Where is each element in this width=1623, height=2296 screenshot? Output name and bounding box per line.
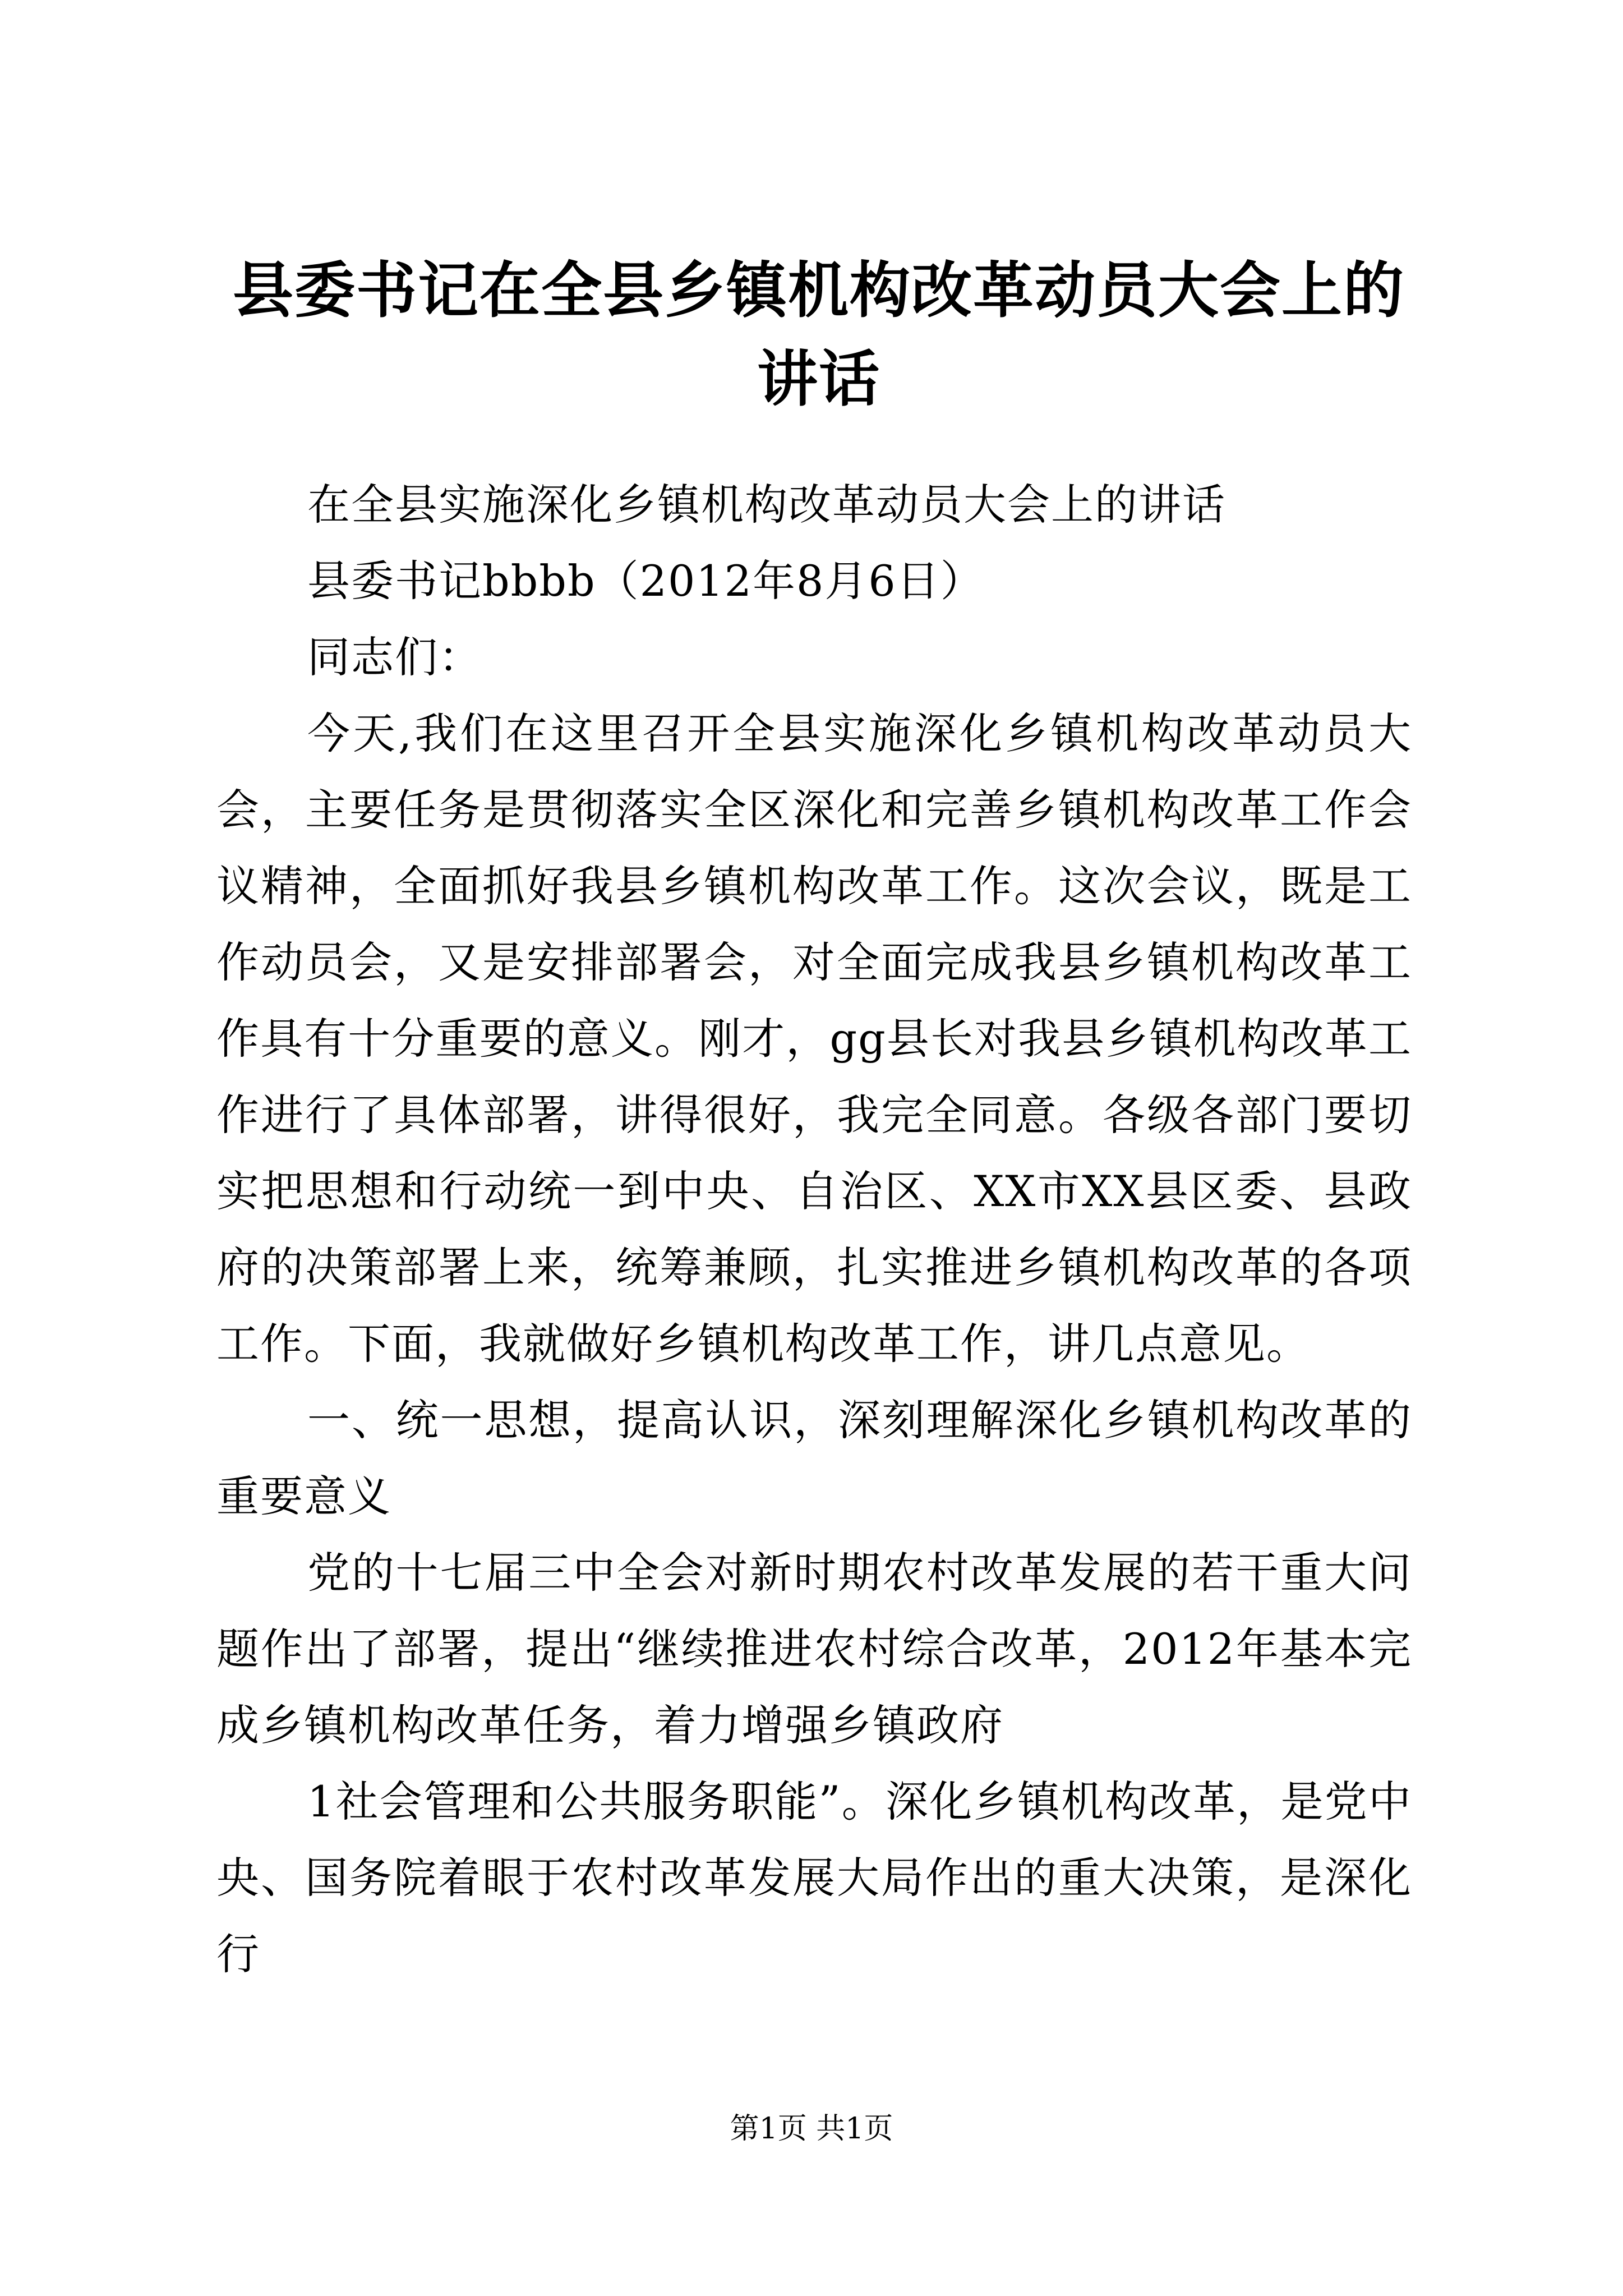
- paragraph: 党的十七届三中全会对新时期农村改革发展的若干重大问题作出了部署，提出“继续推进农村综合改革，2012年基本完成乡镇机构改革任务，着力增强乡镇政府: [216, 1548, 1412, 1750]
- paragraph: 1社会管理和公共服务职能”。深化乡镇机构改革，是党中央、国务院着眼于农村改革发展大局作出的重大决策，是深化行: [216, 1777, 1412, 1979]
- subtitle: 在全县实施深化乡镇机构改革动员大会上的讲话: [307, 480, 1226, 530]
- paragraph: 今天,我们在这里召开全县实施深化乡镇机构改革动员大会，主要任务是贯彻落实全区深化和完善乡镇机构改革工作会议精神，全面抓好我县乡镇机构改革工作。这次会议，既是工作动员会，又是安排部署会，对全面完成我县乡镇机构改革工作具有十分重要的意义。刚才，gg县长对我县乡镇机构改革工作进行了具体部署，讲得很好，我完全同意。各级各部门要切实把思想和行动统一到中央、自治区、XX市XX县区委、县政府的决策部署上来，统筹兼顾，扎实推进乡镇机构改革的各项工作。下面，我就做好乡镇机构改革工作，讲几点意见。: [216, 708, 1412, 1369]
- page-footer: 第1页 共1页: [730, 2112, 893, 2146]
- section-heading: 一、统一思想，提高认识，深刻理解深化乡镇机构改革的重要意义: [216, 1395, 1412, 1521]
- document-body: [216, 467, 1412, 1993]
- byline: 县委书记bbbb（2012年8月6日）: [307, 556, 984, 606]
- salutation: 同志们：: [307, 632, 482, 682]
- document-title: 县委书记在全县乡镇机构改革动员大会上的讲话: [232, 256, 1405, 415]
